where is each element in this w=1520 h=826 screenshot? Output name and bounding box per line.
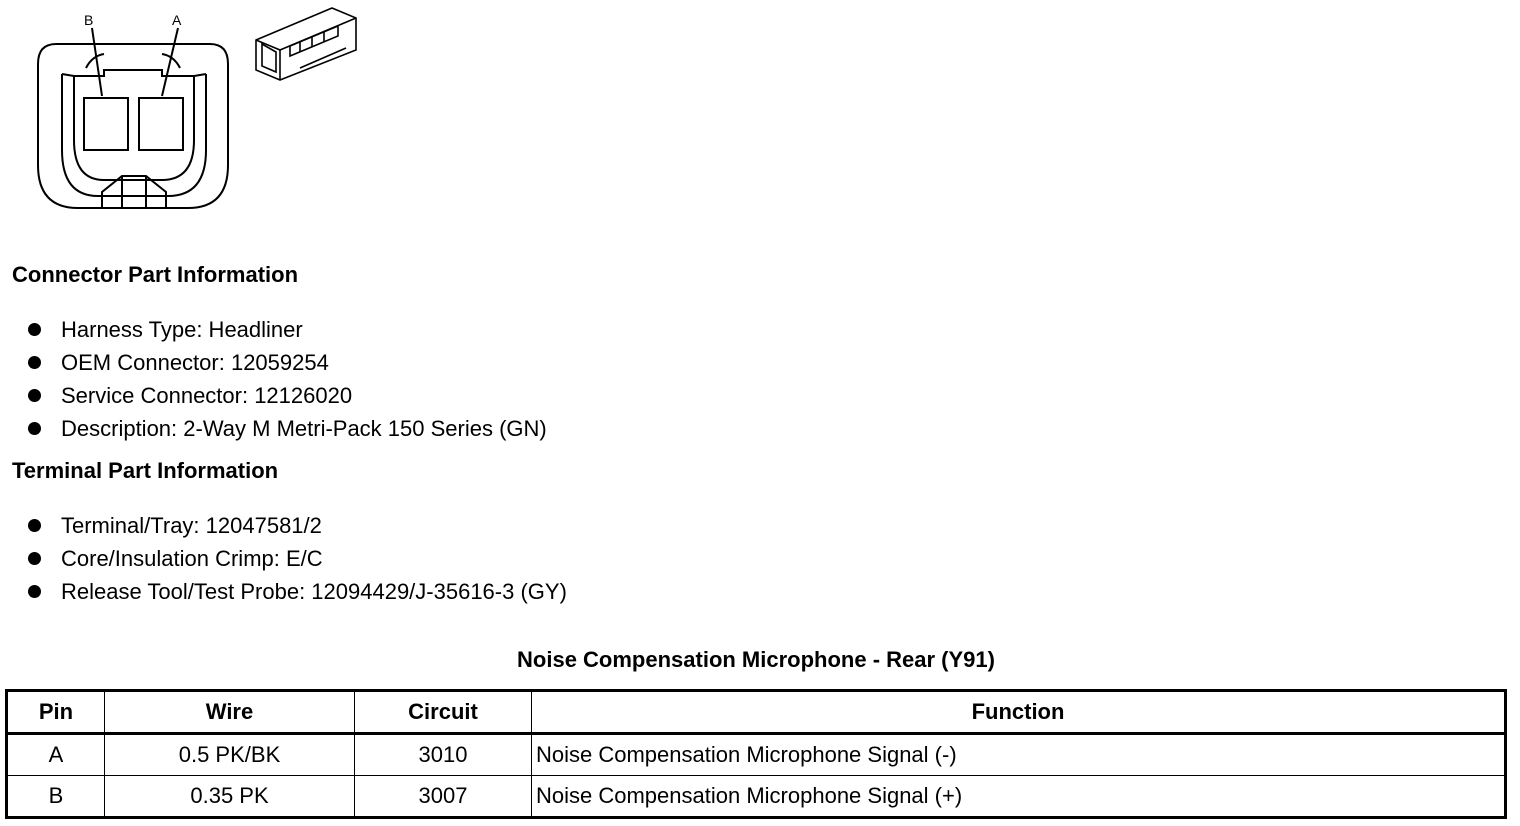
list-item: Service Connector: 12126020 (28, 379, 547, 412)
pinout-table (5, 689, 1507, 819)
list-item: Description: 2-Way M Metri-Pack 150 Series (GN) (28, 412, 547, 445)
header-pin: Pin (7, 691, 105, 734)
bullet-icon (28, 323, 41, 336)
pin-label-a: A (172, 12, 182, 28)
table-row (7, 734, 1506, 776)
header-circuit: Circuit (355, 691, 532, 734)
bullet-icon (28, 422, 41, 435)
cell-wire: 0.5 PK/BK (105, 734, 355, 776)
terminal-part-heading: Terminal Part Information (12, 458, 279, 483)
bullet-icon (28, 356, 41, 369)
list-item: OEM Connector: 12059254 (28, 346, 547, 379)
bullet-icon (28, 519, 41, 532)
bullet-icon (28, 585, 41, 598)
table-row (7, 776, 1506, 818)
header-function: Function (532, 691, 1506, 734)
list-item: Release Tool/Test Probe: 12094429/J-35616-3 (GY) (28, 575, 567, 608)
table-title: Noise Compensation Microphone - Rear (Y91) (517, 647, 995, 672)
list-item: Core/Insulation Crimp: E/C (28, 542, 567, 575)
cell-wire: 0.35 PK (105, 776, 355, 818)
list-item: Harness Type: Headliner (28, 313, 547, 346)
bullet-icon (28, 552, 41, 565)
connector-info-list (28, 313, 547, 445)
connector-part-heading: Connector Part Information (12, 262, 299, 287)
list-item: Terminal/Tray: 12047581/2 (28, 509, 567, 542)
header-wire: Wire (105, 691, 355, 734)
cell-pin: A (7, 734, 105, 776)
bullet-icon (28, 389, 41, 402)
table-header-row (7, 691, 1506, 734)
cell-circuit: 3010 (355, 734, 532, 776)
cell-circuit: 3007 (355, 776, 532, 818)
cell-pin: B (7, 776, 105, 818)
cell-function: Noise Compensation Microphone Signal (-) (532, 734, 1506, 776)
terminal-info-list (28, 509, 567, 608)
pin-label-b: B (84, 12, 94, 28)
connector-diagram (0, 0, 380, 220)
cell-function: Noise Compensation Microphone Signal (+) (532, 776, 1506, 818)
